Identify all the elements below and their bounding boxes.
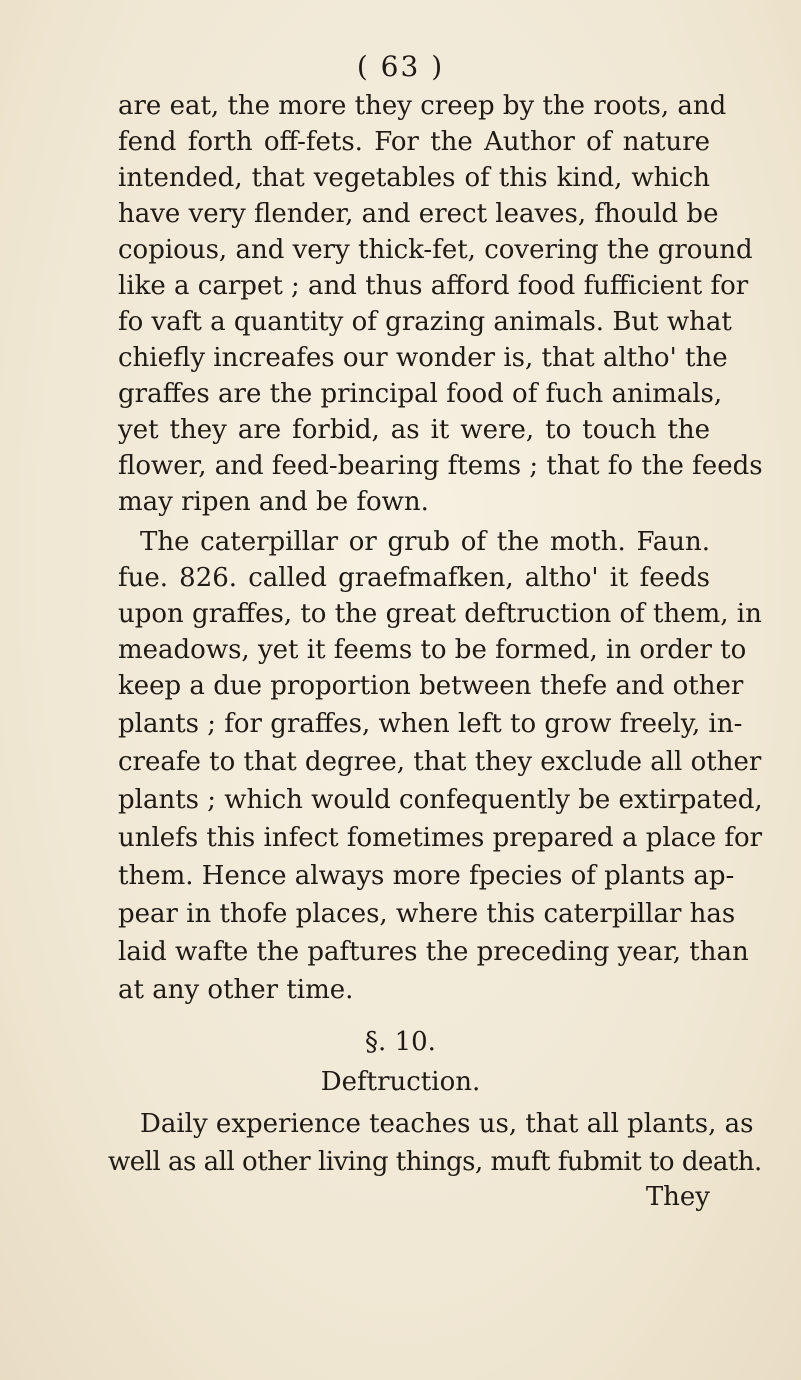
text-line: upon graffes, to the great deftruction of them, in <box>118 599 762 629</box>
text-line: are eat, the more they creep by the roots, and <box>118 91 727 121</box>
text-line: unlefs this infect fometimes prepared a place for <box>118 823 763 853</box>
text-line: fo vaft a quantity of grazing animals. But what <box>118 307 732 337</box>
text-line: fend forth off-fets. For the Author of nature <box>118 127 710 157</box>
text-line: may ripen and be fown. <box>118 487 429 517</box>
text-line: meadows, yet it feems to be formed, in order to <box>118 635 747 665</box>
text-line: creafe to that degree, that they exclude all other <box>118 747 762 777</box>
text-line: fue. 826. called graefmafken, altho' it feeds <box>118 563 710 593</box>
catchword: They <box>645 1182 710 1212</box>
text-line: pear in thofe places, where this caterpillar has <box>118 899 736 929</box>
text-line: chiefly increafes our wonder is, that altho' the <box>118 343 728 373</box>
text-line: intended, that vegetables of this kind, which <box>118 163 710 193</box>
text-line: at any other time. <box>118 975 354 1005</box>
page-number: ( 63 ) <box>356 50 445 83</box>
text-line: have very flender, and erect leaves, fhould be <box>118 199 719 229</box>
section-number: §. 10. <box>365 1027 436 1057</box>
text-line: yet they are forbid, as it were, to touch the <box>118 415 710 445</box>
text-line: plants ; for graffes, when left to grow freely, in- <box>118 709 743 739</box>
text-line: The caterpillar or grub of the moth. Faun. <box>140 527 710 557</box>
text-line: well as all other living things, muft fubmit to death. <box>108 1147 762 1177</box>
text-line: Daily experience teaches us, that all plants, as <box>140 1109 754 1139</box>
text-line: copious, and very thick-fet, covering the ground <box>118 235 753 265</box>
text-line: graffes are the principal food of fuch animals, <box>118 379 723 409</box>
text-line: them. Hence always more fpecies of plants ap- <box>118 861 735 891</box>
text-line: like a carpet ; and thus afford food fufficient for <box>118 271 749 301</box>
section-title: Deftruction. <box>320 1067 481 1097</box>
text-line: laid wafte the paftures the preceding year, than <box>118 937 749 967</box>
text-line: plants ; which would confequently be extirpated, <box>118 785 763 815</box>
text-line: keep a due proportion between thefe and other <box>118 671 744 701</box>
text-line: flower, and feed-bearing ftems ; that fo the feeds <box>118 451 763 481</box>
